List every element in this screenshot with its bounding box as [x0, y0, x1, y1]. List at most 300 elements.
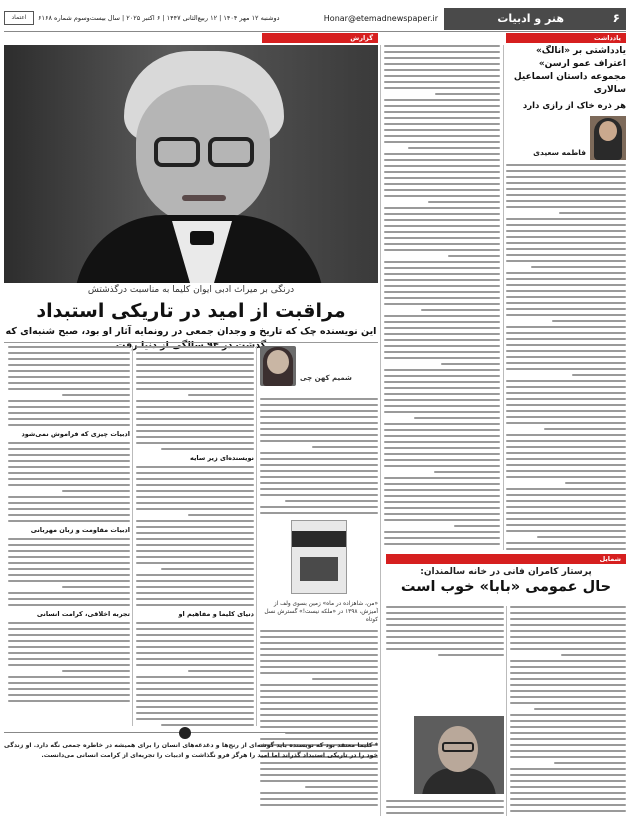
text-line: [506, 386, 626, 388]
pins-column-1: [510, 606, 626, 816]
text-block: [136, 622, 254, 726]
text-line: [62, 670, 130, 672]
text-line: [136, 646, 254, 648]
text-line: [384, 423, 500, 425]
text-line: [62, 586, 130, 588]
text-line: [506, 200, 626, 202]
text-line: [554, 762, 626, 764]
text-line: [506, 518, 626, 520]
text-block: [8, 538, 130, 606]
text-line: [384, 477, 500, 479]
text-line: [8, 346, 130, 348]
text-line: [506, 308, 626, 310]
text-line: [384, 399, 500, 401]
text-line: [510, 606, 626, 608]
text-line: [384, 51, 500, 53]
text-line: [506, 314, 626, 316]
text-line: [8, 580, 130, 582]
text-line: [506, 440, 626, 442]
text-line: [384, 357, 500, 359]
text-line: [8, 700, 130, 702]
text-line: [384, 195, 500, 197]
text-line: [260, 404, 378, 406]
notes-title: یادداشتی بر «انالگ» اعتراف عمو ارسن»: [535, 46, 626, 69]
text-line: [260, 458, 378, 460]
text-line: [438, 654, 504, 656]
report-footnote: [4, 732, 378, 814]
text-line: [260, 464, 378, 466]
text-line: [136, 652, 254, 654]
pins-headline: حال عمومی «بابا» خوب است: [400, 579, 612, 595]
text-line: [8, 604, 130, 606]
text-line: [506, 410, 626, 412]
text-line: [506, 242, 626, 244]
text-line: [510, 744, 626, 746]
text-line: [506, 164, 626, 166]
column-divider: [132, 346, 133, 726]
text-line: [384, 207, 500, 209]
text-line: [384, 375, 500, 377]
text-line: [384, 513, 500, 515]
reporter-name: شمیم کهن چی: [300, 374, 352, 382]
text-line: [506, 470, 626, 472]
text-line: [260, 696, 378, 698]
footnote-marker-icon: [179, 727, 191, 739]
text-line: [506, 290, 626, 292]
text-line: [8, 502, 130, 504]
notes-column: [506, 45, 626, 550]
text-line: [510, 696, 626, 698]
text-line: [136, 550, 254, 552]
text-line: [506, 392, 626, 394]
text-line: [506, 476, 626, 478]
text-line: [8, 676, 130, 678]
text-line: [260, 494, 378, 496]
text-line: [506, 332, 626, 334]
text-line: [559, 212, 626, 214]
author-photo: [590, 116, 626, 160]
text-line: [384, 129, 500, 131]
text-line: [434, 471, 500, 473]
text-line: [506, 368, 626, 370]
text-line: [510, 636, 626, 638]
text-line: [384, 405, 500, 407]
text-line: [384, 123, 500, 125]
text-line: [136, 490, 254, 492]
text-line: [384, 45, 500, 47]
section-tab: [444, 8, 626, 30]
text-line: [384, 285, 500, 287]
text-line: [260, 512, 378, 514]
text-line: [510, 780, 626, 782]
text-line: [260, 434, 378, 436]
text-line: [8, 466, 130, 468]
text-line: [136, 436, 254, 438]
text-line: [414, 417, 500, 419]
notes-subtitle: مجموعه داستان اسماعیل سالاری: [513, 72, 626, 95]
text-line: [384, 153, 500, 155]
author-name: فاطمه سعیدی: [533, 148, 586, 157]
text-line: [260, 482, 378, 484]
text-line: [534, 708, 626, 710]
label-pins: شمایل: [386, 554, 626, 564]
report-subheading: دنیای کلیما و مفاهیم او: [178, 610, 254, 618]
text-line: [384, 159, 500, 161]
text-line: [384, 507, 500, 509]
book-cover-image: [291, 520, 347, 594]
text-line: [8, 478, 130, 480]
text-line: [384, 387, 500, 389]
text-line: [312, 678, 378, 680]
text-line: [136, 364, 254, 366]
text-line: [136, 358, 254, 360]
text-line: [8, 574, 130, 576]
section-email[interactable]: Honar@etemadnewspaper.ir: [323, 14, 438, 23]
text-line: [506, 380, 626, 382]
text-line: [8, 364, 130, 366]
text-line: [531, 266, 626, 268]
text-line: [561, 654, 626, 656]
text-line: [384, 57, 500, 59]
text-line: [384, 441, 500, 443]
text-line: [285, 500, 378, 502]
text-line: [506, 344, 626, 346]
text-line: [510, 726, 626, 728]
text-line: [510, 774, 626, 776]
headline-divider: [4, 342, 378, 343]
text-line: [510, 618, 626, 620]
text-line: [8, 412, 130, 414]
text-line: [8, 652, 130, 654]
text-line: [506, 326, 626, 328]
text-line: [510, 756, 626, 758]
text-block: [8, 622, 130, 702]
text-line: [384, 537, 500, 539]
text-line: [572, 374, 626, 376]
text-line: [506, 416, 626, 418]
text-line: [510, 648, 626, 650]
text-line: [260, 506, 378, 508]
text-line: [408, 147, 500, 149]
text-line: [8, 406, 130, 408]
text-line: [136, 658, 254, 660]
text-line: [136, 508, 254, 510]
text-block: [136, 346, 254, 450]
text-line: [260, 422, 378, 424]
text-line: [384, 303, 500, 305]
text-line: [506, 398, 626, 400]
text-line: [510, 642, 626, 644]
text-line: [384, 531, 500, 533]
text-line: [384, 183, 500, 185]
text-line: [136, 424, 254, 426]
text-line: [552, 320, 626, 322]
text-block: [8, 346, 130, 426]
text-line: [506, 218, 626, 220]
text-line: [428, 201, 500, 203]
author-box: [506, 116, 626, 164]
text-line: [537, 536, 626, 538]
text-block: [384, 45, 500, 545]
text-line: [510, 684, 626, 686]
newspaper-logo: اعتماد: [4, 11, 34, 25]
text-line: [188, 514, 254, 516]
text-block: [386, 606, 504, 656]
text-block: [8, 442, 130, 522]
text-line: [384, 453, 500, 455]
text-line: [510, 732, 626, 734]
text-line: [386, 618, 504, 620]
text-line: [260, 416, 378, 418]
text-line: [8, 358, 130, 360]
text-line: [510, 720, 626, 722]
text-line: [510, 666, 626, 668]
text-line: [506, 404, 626, 406]
text-line: [260, 714, 378, 716]
text-line: [136, 574, 254, 576]
text-line: [506, 356, 626, 358]
text-line: [506, 284, 626, 286]
text-line: [260, 398, 378, 400]
text-line: [136, 700, 254, 702]
text-line: [510, 612, 626, 614]
text-line: [506, 458, 626, 460]
text-line: [384, 225, 500, 227]
text-line: [441, 363, 500, 365]
section-name: هنر و ادبیات: [497, 12, 564, 25]
text-line: [136, 496, 254, 498]
text-line: [136, 688, 254, 690]
text-line: [8, 382, 130, 384]
text-block: [386, 800, 504, 816]
text-line: [384, 327, 500, 329]
text-line: [62, 394, 130, 396]
text-line: [506, 302, 626, 304]
text-line: [384, 459, 500, 461]
text-line: [384, 351, 500, 353]
text-line: [384, 165, 500, 167]
text-line: [8, 628, 130, 630]
text-line: [384, 243, 500, 245]
text-line: [8, 598, 130, 600]
text-line: [386, 642, 504, 644]
text-line: [136, 664, 254, 666]
text-line: [506, 224, 626, 226]
text-line: [136, 580, 254, 582]
text-line: [8, 592, 130, 594]
text-line: [386, 800, 504, 802]
text-line: [510, 750, 626, 752]
text-line: [136, 466, 254, 468]
text-line: [510, 768, 626, 770]
text-line: [136, 376, 254, 378]
text-line: [386, 648, 504, 650]
text-line: [260, 488, 378, 490]
text-line: [384, 315, 500, 317]
text-line: [8, 448, 130, 450]
text-line: [8, 418, 130, 420]
text-line: [8, 664, 130, 666]
text-line: [136, 598, 254, 600]
text-line: [506, 452, 626, 454]
text-line: [510, 702, 626, 704]
text-line: [62, 490, 130, 492]
text-line: [384, 87, 500, 89]
text-line: [506, 260, 626, 262]
text-line: [8, 544, 130, 546]
text-line: [8, 568, 130, 570]
text-line: [506, 338, 626, 340]
text-line: [506, 176, 626, 178]
text-line: [435, 93, 500, 95]
text-line: [384, 519, 500, 521]
text-line: [8, 556, 130, 558]
page-number: ۶: [612, 11, 620, 25]
report-subheading: تجربه اخلاقی، کرامت انسانی: [36, 610, 130, 618]
text-line: [8, 550, 130, 552]
pins-column-2: [386, 606, 504, 816]
text-line: [136, 526, 254, 528]
text-line: [8, 682, 130, 684]
text-line: [384, 141, 500, 143]
pins-header: [386, 567, 626, 595]
text-line: [8, 460, 130, 462]
text-line: [136, 640, 254, 642]
report-kicker: درنگی بر میراث ادبی ایوان کلیما به مناسبت درگذشتش: [87, 285, 295, 295]
text-line: [8, 496, 130, 498]
text-line: [136, 382, 254, 384]
text-line: [384, 495, 500, 497]
text-line: [506, 524, 626, 526]
text-line: [506, 170, 626, 172]
text-line: [506, 182, 626, 184]
column-divider: [506, 606, 507, 816]
text-line: [8, 442, 130, 444]
text-line: [384, 369, 500, 371]
text-line: [384, 231, 500, 233]
text-line: [454, 525, 500, 527]
text-line: [260, 470, 378, 472]
dateline: دوشنبه ۱۲ مهر ۱۴۰۴ | ۱۲ ربیع‌الثانی ۱۴۴۷ | ۶ اکتبر ۲۰۲۵ | سال بیست‌وسوم شماره ۶۱۶۸: [38, 14, 280, 22]
text-line: [506, 500, 626, 502]
text-line: [510, 630, 626, 632]
text-line: [136, 418, 254, 420]
text-line: [260, 702, 378, 704]
report-subheading: ادبیات چیزی که فراموش نمی‌شود: [21, 430, 130, 438]
text-line: [384, 219, 500, 221]
report-subheading: ادبیات مقاومت و زبان مهربانی: [30, 526, 130, 534]
text-line: [8, 622, 130, 624]
text-line: [260, 666, 378, 668]
text-line: [384, 465, 500, 467]
text-line: [136, 694, 254, 696]
text-line: [8, 424, 130, 426]
text-line: [386, 606, 504, 608]
text-line: [136, 586, 254, 588]
text-line: [136, 346, 254, 348]
text-line: [8, 688, 130, 690]
column-divider: [503, 45, 504, 550]
text-line: [506, 230, 626, 232]
text-line: [8, 508, 130, 510]
text-line: [384, 189, 500, 191]
notes-body-continued: [384, 45, 500, 550]
text-line: [260, 440, 378, 442]
text-line: [384, 177, 500, 179]
text-line: [506, 254, 626, 256]
text-line: [136, 406, 254, 408]
text-line: [384, 171, 500, 173]
text-line: [510, 714, 626, 716]
text-line: [384, 291, 500, 293]
report-subheading: نویسنده‌ای زیر سایه: [190, 454, 254, 462]
text-block: [260, 398, 378, 514]
text-line: [136, 628, 254, 630]
text-line: [384, 489, 500, 491]
text-line: [8, 538, 130, 540]
text-line: [260, 636, 378, 638]
text-line: [565, 482, 626, 484]
text-line: [386, 806, 504, 808]
column-divider: [256, 346, 257, 726]
text-line: [384, 267, 500, 269]
text-line: [384, 429, 500, 431]
book-caption: «من، شاهزاده در ماه» زمین بسوی ولف از آمیزش، ۱۳۹۸ در «ملکه نیست!» گسترش نسل کوتاه: [264, 601, 378, 623]
text-line: [8, 646, 130, 648]
text-line: [384, 333, 500, 335]
text-line: [506, 542, 626, 544]
text-line: [506, 494, 626, 496]
text-line: [384, 297, 500, 299]
text-line: [8, 634, 130, 636]
text-line: [8, 520, 130, 522]
text-line: [506, 446, 626, 448]
text-line: [260, 642, 378, 644]
text-line: [510, 660, 626, 662]
text-line: [260, 684, 378, 686]
text-line: [506, 278, 626, 280]
ivan-klima-portrait: [4, 45, 378, 283]
text-line: [506, 488, 626, 490]
text-block: [510, 606, 626, 812]
text-line: [384, 117, 500, 119]
text-line: [386, 624, 504, 626]
text-line: [8, 370, 130, 372]
text-line: [188, 394, 254, 396]
text-line: [8, 658, 130, 660]
text-line: [384, 111, 500, 113]
text-line: [136, 538, 254, 540]
text-line: [386, 812, 504, 814]
text-line: [506, 434, 626, 436]
reporter-photo: [260, 346, 296, 386]
text-line: [161, 448, 254, 450]
text-line: [161, 724, 254, 726]
text-line: [506, 512, 626, 514]
text-line: [161, 568, 254, 570]
footnote-text: * کلیما معتقد بود که نویسنده باید گوشه‌ای از رنج‌ها و دغدغه‌های انسان را برای همیشه در خاطره جمعی نگه دارد. او زندگی خود را در تاریکی استبداد گذراند اما امید را هرگز فرو نگذاشت و ادبیات را تجربه‌ای از کرامت انسانی می‌دانست.: [4, 742, 378, 759]
text-line: [136, 502, 254, 504]
reporter-byline: [260, 346, 378, 394]
text-line: [384, 75, 500, 77]
text-line: [136, 712, 254, 714]
text-line: [136, 484, 254, 486]
text-line: [510, 792, 626, 794]
text-line: [510, 786, 626, 788]
text-line: [136, 676, 254, 678]
text-line: [136, 520, 254, 522]
kamran-fani-photo: [414, 716, 504, 794]
